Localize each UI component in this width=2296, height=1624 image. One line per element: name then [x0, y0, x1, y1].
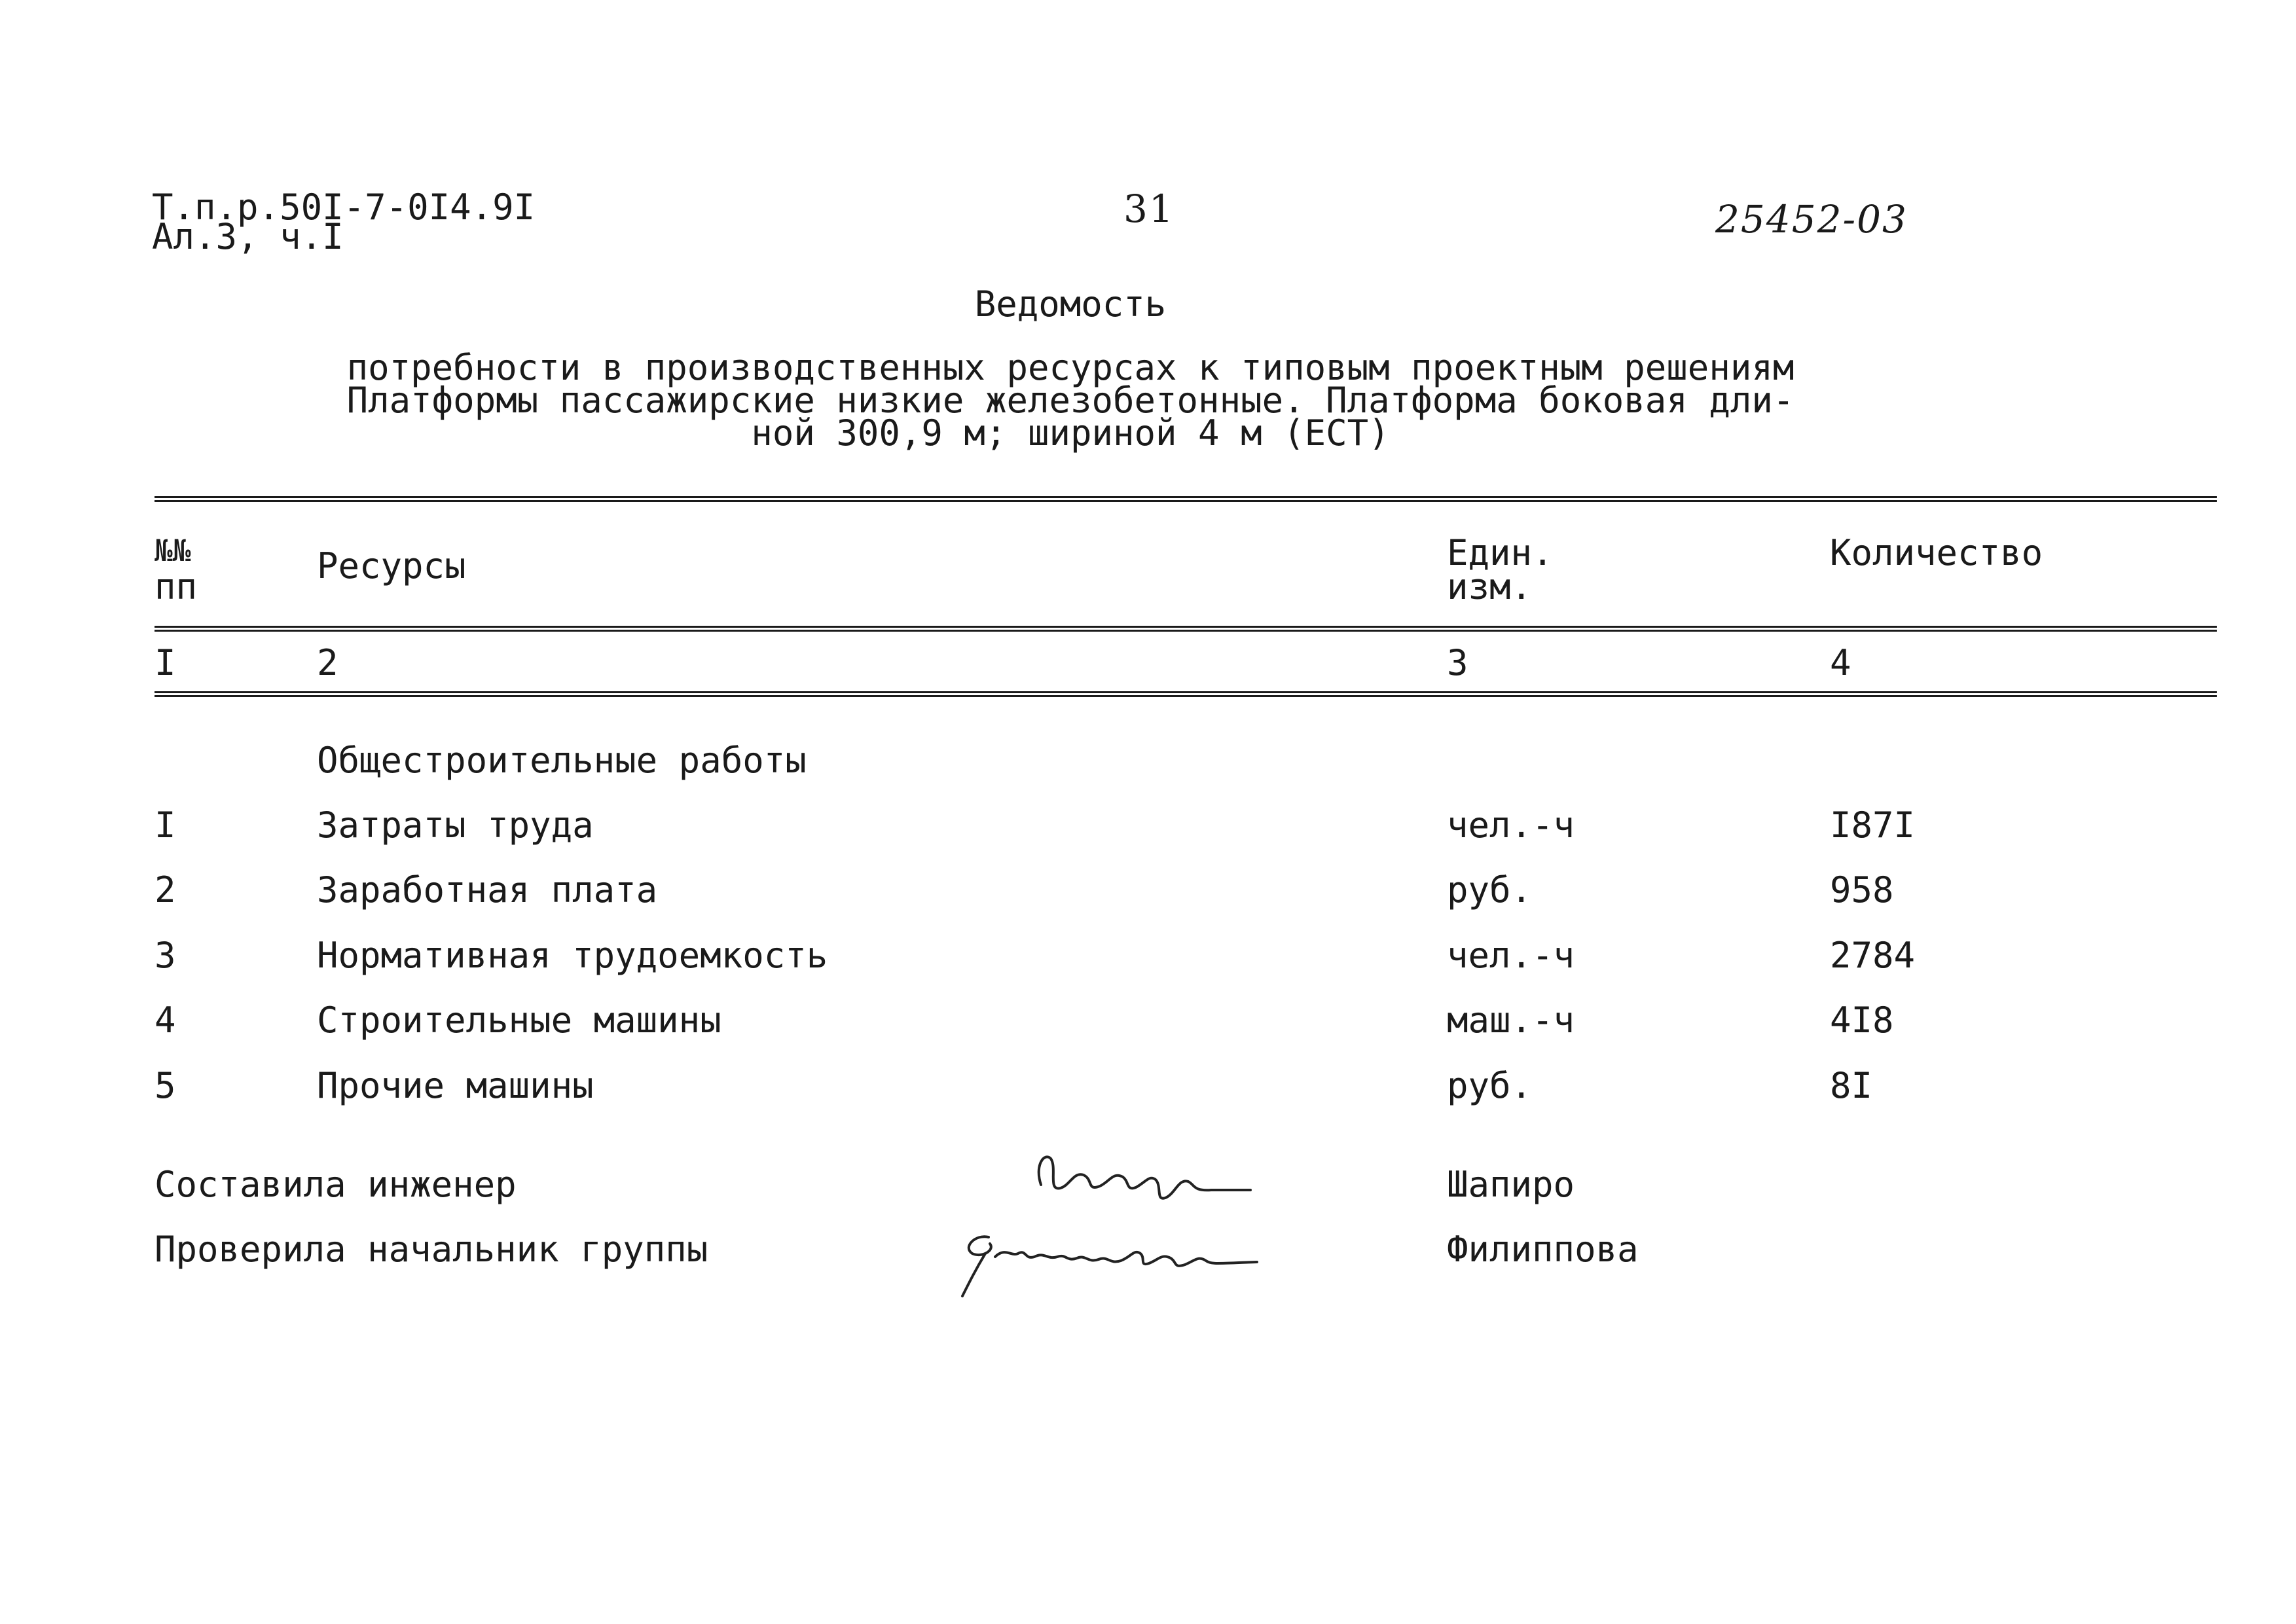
page-number: 31: [1123, 187, 1175, 231]
row-unit: чел.-ч: [1447, 804, 1575, 846]
row-resource: Нормативная трудоемкость: [317, 935, 828, 976]
row-number: 3: [155, 935, 176, 976]
row-number: 5: [155, 1065, 176, 1106]
header-quantity: Количество: [1830, 532, 2043, 573]
table-top-rule: [155, 496, 2217, 502]
header-num-line1: №№: [155, 533, 191, 568]
header-num-line2: пп: [155, 566, 198, 607]
column-number-4: 4: [1830, 642, 1851, 683]
title-line-1: потребности в производственных ресурсах к типовым проектным решениям: [346, 347, 1795, 388]
header-resource: Ресурсы: [317, 545, 466, 586]
album-reference: Ал.3, ч.I: [152, 216, 344, 257]
table-columns-rule: [155, 691, 2217, 697]
row-quantity: I87I: [1830, 804, 1916, 846]
row-quantity: 8I: [1830, 1065, 1873, 1106]
column-number-3: 3: [1447, 642, 1468, 683]
row-resource: Заработная плата: [317, 869, 658, 911]
row-quantity: 2784: [1830, 935, 1916, 976]
row-number: 2: [155, 869, 176, 911]
row-unit: маш.-ч: [1447, 1000, 1575, 1041]
column-number-1: I: [155, 642, 176, 683]
checked-by-label: Проверила начальник группы: [155, 1229, 708, 1270]
title-line-2: Платформы пассажирские низкие железобетонные. Платформа боковая дли-: [346, 380, 1795, 421]
compiled-by-name: Шапиро: [1447, 1164, 1575, 1205]
row-resource: Строительные машины: [317, 1000, 721, 1041]
row-quantity: 4I8: [1830, 1000, 1894, 1041]
doc-code: Т.п.р.50I-7-0I4.9I: [152, 187, 536, 228]
row-unit: руб.: [1447, 869, 1533, 911]
compiler-signature: [1021, 1139, 1264, 1211]
row-quantity: 958: [1830, 869, 1894, 911]
row-number: 4: [155, 1000, 176, 1041]
header-unit-line1: Един.: [1447, 532, 1554, 573]
column-number-2: 2: [317, 642, 338, 683]
section-title: Общестроительные работы: [317, 740, 807, 781]
row-unit: чел.-ч: [1447, 935, 1575, 976]
compiled-by-label: Составила инженер: [155, 1164, 517, 1205]
header-unit-line2: изм.: [1447, 566, 1533, 607]
checker-signature: [949, 1218, 1290, 1303]
inventory-number: 25452-03: [1715, 197, 1908, 242]
checked-by-name: Филиппова: [1447, 1229, 1639, 1270]
row-number: I: [155, 804, 176, 846]
row-resource: Прочие машины: [317, 1065, 594, 1106]
row-unit: руб.: [1447, 1065, 1533, 1106]
document-title: Ведомость: [974, 283, 1167, 325]
title-line-3: ной 300,9 м; шириной 4 м (ЕСТ): [751, 412, 1390, 454]
table-header-rule: [155, 626, 2217, 632]
row-resource: Затраты труда: [317, 804, 594, 846]
